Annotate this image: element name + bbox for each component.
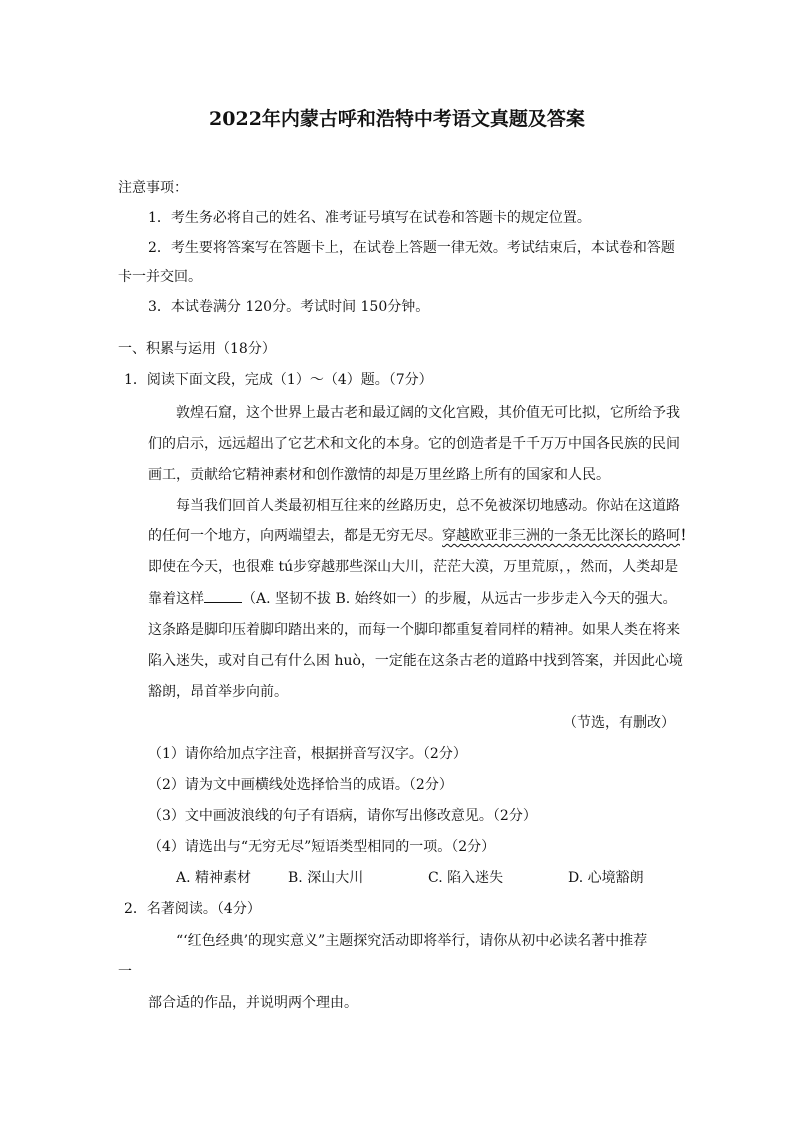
sub-question-4: （4）请选出与“无穷无尽”短语类型相同的一项。（2分） bbox=[148, 839, 496, 855]
passage-line bbox=[148, 588, 677, 609]
passage-text: 的任何一个地方，向两端望去，都是无穷无尽。 bbox=[148, 528, 442, 544]
passage-line: 即使在今天，也很难 tú步穿越那些深山大川，茫茫大漠，万里荒原，，然而，人类却是 bbox=[148, 559, 679, 575]
question-2-dash: 一 bbox=[118, 964, 132, 980]
passage-text: 靠着这样 bbox=[148, 591, 204, 607]
notice-item-2-cont: 卡一并交回。 bbox=[118, 269, 202, 285]
passage-text: （A. 坚韧不拔 B. 始终如一）的步履，从远古一步步走入今天的强大。 bbox=[242, 591, 677, 607]
sub-question-2: （2）请为文中画横线处选择恰当的成语。（2分） bbox=[148, 777, 453, 793]
notice-item-2: 2．考生要将答案写在答题卡上，在试卷上答题一律无效。考试结束后，本试卷和答题 bbox=[148, 240, 675, 256]
sub-question-1: （1）请你给加点字注音，根据拼音写汉字。（2分） bbox=[148, 746, 467, 762]
source-note: （节选，有删改） bbox=[563, 715, 675, 731]
passage-line: 这条路是脚印压着脚印踏出来的，而每一个脚印都重复着同样的精神。如果人类在将来 bbox=[148, 622, 680, 638]
notice-item-1: 1．考生务必将自己的姓名、准考证号填写在试卷和答题卡的规定位置。 bbox=[148, 210, 591, 226]
option-b: B. 深山大川 bbox=[288, 870, 364, 886]
question-2-text-cont: 部合适的作品，并说明两个理由。 bbox=[148, 995, 358, 1011]
answer-blank bbox=[204, 588, 242, 603]
notice-item-3: 3．本试卷满分 120分。考试时间 150分钟。 bbox=[148, 299, 430, 315]
sub-question-3: （3）文中画波浪线的句子有语病，请你写出修改意见。（2分） bbox=[148, 808, 537, 824]
option-c: C. 陷入迷失 bbox=[428, 870, 504, 886]
passage-line bbox=[148, 526, 694, 546]
question-2: 2．名著阅读。（4分） bbox=[124, 901, 261, 917]
passage-line: 画工，贡献给它精神素材和创作激情的却是万里丝路上所有的国家和人民。 bbox=[148, 467, 610, 483]
option-a: A. 精神素材 bbox=[176, 870, 252, 886]
question-2-text: “‘红色经典’的现实意义”主题探究活动即将举行，请你从初中必读名著中推荐 bbox=[176, 933, 648, 949]
passage-line: 们的启示，远远超出了它艺术和文化的本身。它的创造者是千千万万中国各民族的民间 bbox=[148, 436, 680, 452]
question-1: 1．阅读下面文段，完成（1）～（4）题。（7分） bbox=[124, 372, 433, 388]
passage-line: 每当我们回首人类最初相互往来的丝路历史，总不免被深切地感动。你站在这道路 bbox=[176, 498, 680, 514]
wavy-underlined-sentence: 穿越欧亚非三洲的一条无比深长的路呵 bbox=[442, 528, 680, 544]
passage-line: 豁朗，昂首举步向前。 bbox=[148, 684, 288, 700]
section-heading: 一、积累与运用（18分） bbox=[118, 341, 276, 357]
passage-text: ！ bbox=[680, 528, 694, 544]
passage-line: 陷入迷失，或对自己有什么困 huò，一定能在这条古老的道路中找到答案，并因此心境 bbox=[148, 653, 683, 669]
option-d: D. 心境豁朗 bbox=[568, 870, 644, 886]
notice-heading: 注意事项： bbox=[118, 180, 188, 196]
passage-line: 敦煌石窟，这个世界上最古老和最辽阔的文化宫殿，其价值无可比拟，它所给予我 bbox=[176, 405, 680, 421]
page-title: 2022年内蒙古呼和浩特中考语文真题及答案 bbox=[209, 108, 585, 130]
